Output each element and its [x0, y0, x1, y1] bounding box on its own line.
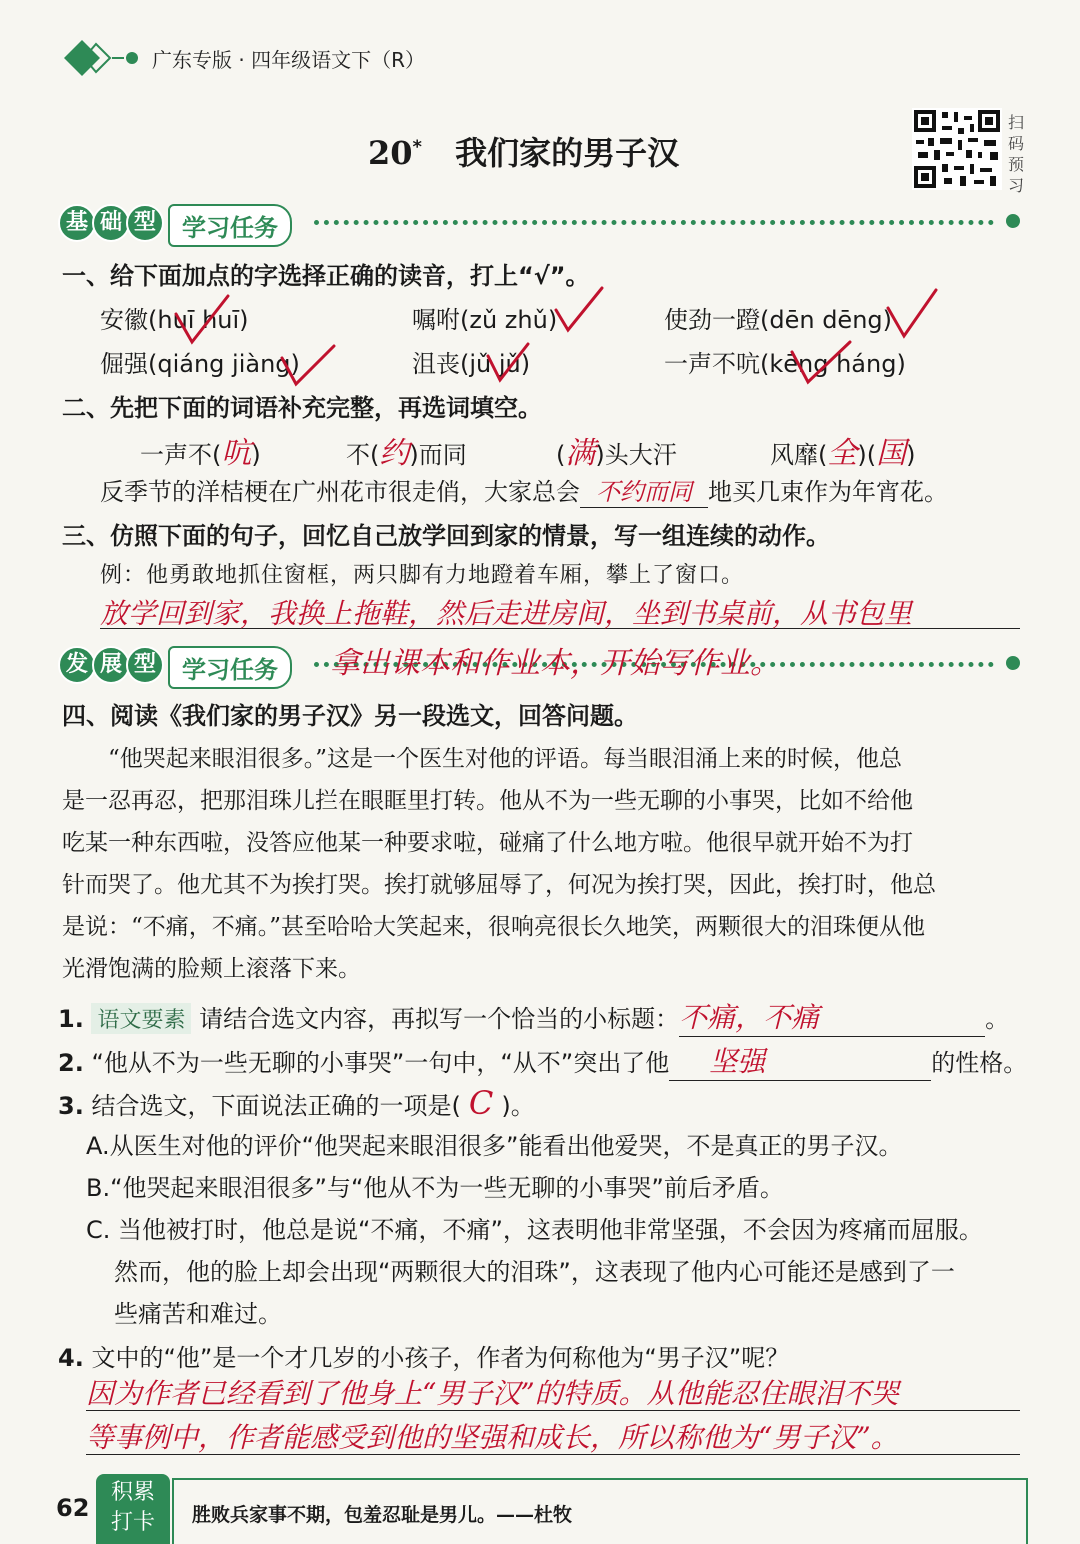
q2-text: 不(: [346, 441, 380, 469]
subq-4-answer-text: 等事例中，作者能感受到他的坚强和成长，所以称他为“男子汉”。: [86, 1421, 899, 1454]
scan-char: 码: [1008, 134, 1025, 153]
q2-answer: 全: [827, 436, 858, 471]
badge-char: 展: [92, 646, 130, 684]
q2-sentence: [100, 472, 948, 508]
subq-text: )。: [501, 1092, 535, 1120]
daily-tab-text: 积累: [110, 1480, 155, 1505]
subq-4-answer-text: 因为作者已经看到了他身上“男子汉”的特质。从他能忍住眼泪不哭: [86, 1377, 899, 1410]
section-develop-label: 学习任务: [168, 646, 292, 689]
daily-tab-text: 打卡: [110, 1510, 155, 1535]
scan-char: 习: [1008, 176, 1025, 195]
lesson-number: 20: [368, 134, 413, 172]
q2-text: )(: [857, 441, 877, 469]
subq-text: 的性格。: [931, 1049, 1028, 1077]
badge-char: 型: [126, 204, 164, 242]
q1-item: 安徽(huī huī): [100, 306, 249, 334]
q2-text: )而同: [409, 441, 467, 469]
q2-sentence-text: 地买几束作为年宵花。: [708, 478, 948, 506]
q2-answer: 吭: [221, 436, 252, 471]
badge-char: 发: [58, 646, 96, 684]
passage: [62, 738, 1028, 990]
q2-title: 二、先把下面的词语补充完整，再选词填空。: [62, 394, 542, 422]
q2-word-2: [346, 428, 467, 472]
subq-text: 。: [985, 1005, 1010, 1033]
lesson-title-text: 我们家的男子汉: [455, 134, 680, 172]
q2-answer: 约: [379, 436, 410, 471]
section-divider-end: [1006, 214, 1020, 228]
qr-code-icon: [912, 108, 1002, 190]
subq-2: [58, 1040, 1027, 1081]
section-divider-end: [1006, 656, 1020, 670]
passage-line: 光滑饱满的脸颊上滚落下来。: [62, 956, 361, 982]
checkmarks-overlay: [0, 280, 1080, 400]
q1-title: 一、给下面加点的字选择正确的读音，打上“√”。: [62, 262, 590, 290]
subq-text: 结合选文，下面说法正确的一项是(: [91, 1092, 461, 1120]
check-mark-icon: [888, 290, 936, 336]
passage-line: 是说：“不痛，不痛。”甚至哈哈大笑起来，很响亮很长久地笑，两颗很大的泪珠便从他: [62, 914, 926, 940]
option-c: C. 当他被打时，他总是说“不痛，不痛”，这表明他非常坚强，不会因为疼痛而屈服。: [86, 1216, 983, 1244]
page-number: 62: [56, 1494, 90, 1522]
check-mark-icon: [488, 344, 528, 380]
q1-item: 一声不吭(kēng háng): [664, 350, 906, 378]
scan-preview-label: [1008, 112, 1030, 196]
q4-title: 四、阅读《我们家的男子汉》另一段选文，回答问题。: [62, 702, 638, 730]
q2-text: ): [251, 441, 261, 469]
subq-4-answer-line-2: [86, 1416, 1020, 1455]
check-mark-icon: [556, 288, 602, 330]
section-develop-badge: [58, 646, 160, 684]
footer-quote: 胜败兵家事不期，包羞忍耻是男儿。——杜牧: [192, 1504, 573, 1526]
section-basic-badge: [58, 204, 160, 242]
q2-sentence-text: 反季节的洋桔梗在广州花市很走俏，大家总会: [100, 478, 580, 506]
q3-answer-line-2: 拿出课本和作业本，开始写作业。: [330, 646, 780, 681]
section-basic-label: 学习任务: [168, 204, 292, 247]
subq-answer: C: [468, 1084, 494, 1122]
check-mark-icon: [792, 342, 850, 382]
diamond-logo-icon: [62, 38, 142, 78]
passage-line: 是一忍再忍，把那泪珠儿拦在眼眶里打转。他从不为一些无聊的小事哭，比如不给他: [62, 788, 913, 814]
q2-text: (: [556, 441, 566, 469]
badge-char: 础: [92, 204, 130, 242]
q3-example: 例：他勇敢地抓住窗框，两只脚有力地蹬着车厢，攀上了窗口。: [100, 563, 745, 588]
q2-answer: 满: [565, 436, 596, 471]
badge-char: 基: [58, 204, 96, 242]
passage-line: 吃某一种东西啦，没答应他某一种要求啦，碰痛了什么地方啦。他很早就开始不为打: [62, 830, 913, 856]
subq-4: [58, 1338, 789, 1373]
subq-number: 1.: [58, 1005, 84, 1033]
q2-word-3: [556, 428, 677, 472]
q1-item: 沮丧(jǔ jǔ): [412, 350, 531, 378]
subq-1: [58, 996, 1009, 1037]
q2-text: ): [906, 441, 916, 469]
section-basic-header: [58, 202, 1028, 242]
subq-answer: 不痛，不痛: [679, 996, 985, 1037]
daily-tab: [96, 1474, 170, 1544]
subq-text: 文中的“他”是一个才几岁的小孩子，作者为何称他为“男子汉”呢？: [91, 1344, 790, 1372]
qr-code[interactable]: [912, 108, 1002, 190]
q1-item: 使劲一蹬(dēn dēng): [664, 306, 893, 334]
q3-title: 三、仿照下面的句子，回忆自己放学回到家的情景，写一组连续的动作。: [62, 522, 830, 550]
option-c-cont: 然而，他的脸上却会出现“两颗很大的泪珠”，这表现了他内心可能还是感到了一: [114, 1258, 955, 1286]
subq-number: 3.: [58, 1092, 84, 1120]
q2-word-1: [140, 428, 261, 472]
q1-item: 倔强(qiáng jiàng): [100, 350, 300, 378]
scan-char: 预: [1008, 155, 1025, 174]
check-mark-icon: [176, 296, 228, 342]
q2-word-4: [770, 428, 915, 472]
section-divider: [314, 220, 994, 225]
q3-answer-text: 放学回到家，我换上拖鞋，然后走进房间，坐到书桌前，从书包里: [100, 597, 913, 630]
q1-item: 嘱咐(zǔ zhǔ): [412, 306, 558, 334]
subq-text: “他从不为一些无聊的小事哭”一句中，“从不”突出了他: [91, 1049, 670, 1077]
q3-answer-line-1: [100, 592, 1020, 629]
subq-answer: 坚强: [669, 1040, 931, 1081]
subq-number: 4.: [58, 1344, 84, 1372]
lesson-title: [368, 128, 679, 174]
q2-text: )头大汗: [595, 441, 677, 469]
q2-answer: 国: [876, 436, 907, 471]
option-b: B.“他哭起来眼泪很多”与“他从不为一些无聊的小事哭”前后矛盾。: [86, 1174, 784, 1202]
footer-quote-box: [172, 1478, 1028, 1544]
q2-text: 一声不(: [140, 441, 222, 469]
header-bar: [62, 38, 662, 78]
subq-text: 请结合选文内容，再拟写一个恰当的小标题：: [199, 1005, 680, 1033]
subq-3: [58, 1084, 535, 1122]
check-mark-icon: [282, 346, 334, 384]
subq-4-answer-line-1: [86, 1372, 1020, 1411]
element-tag: 语文要素: [91, 1003, 191, 1034]
scan-char: 扫: [1008, 113, 1025, 132]
passage-line: “他哭起来眼泪很多。”这是一个医生对他的评语。每当眼泪涌上来的时候，他总: [108, 746, 903, 772]
option-c-cont: 些痛苦和难过。: [114, 1300, 282, 1328]
lesson-star: *: [412, 136, 422, 158]
subq-number: 2.: [58, 1049, 84, 1077]
passage-line: 针而哭了。他尤其不为挨打哭。挨打就够屈辱了，何况为挨打哭，因此，挨打时，他总: [62, 872, 936, 898]
q2-fill-answer: 不约而同: [580, 472, 708, 508]
badge-char: 型: [126, 646, 164, 684]
q2-text: 风靡(: [770, 441, 828, 469]
series-title: 广东专版 · 四年级语文下（R）: [152, 48, 425, 72]
option-a: A.从医生对他的评价“他哭起来眼泪很多”能看出他爱哭，不是真正的男子汉。: [86, 1132, 903, 1160]
